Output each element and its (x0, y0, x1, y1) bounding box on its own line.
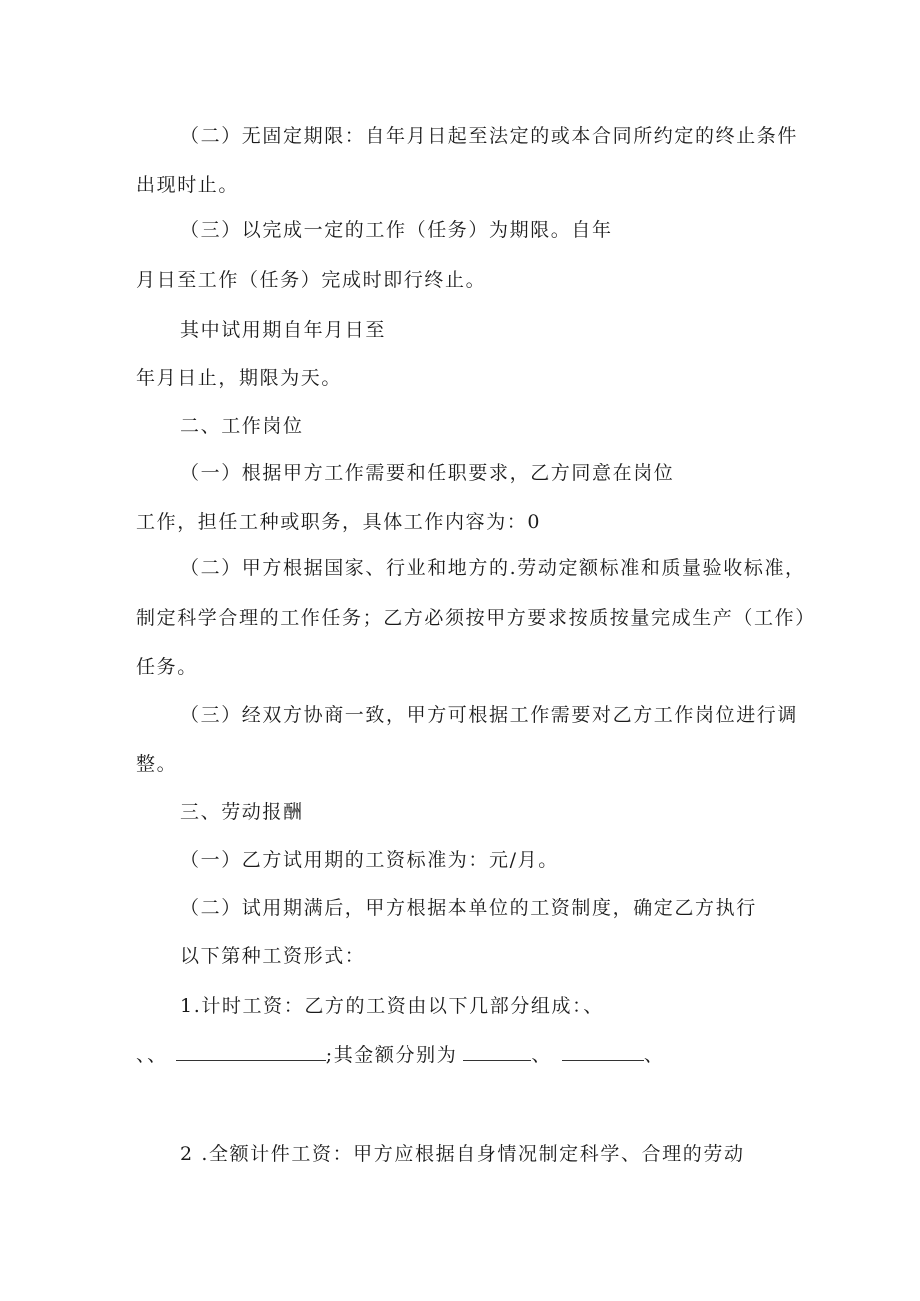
fill-in-separator: 、 (531, 1044, 552, 1066)
text-line: 出现时止。 (136, 174, 240, 196)
text-line: （一）根据甲方工作需要和任职要求，乙方同意在岗位 (180, 462, 675, 484)
text-line: 整。 (136, 753, 178, 775)
text-line: （二）无固定期限：自年月日起至法定的或本合同所约定的终止条件 (180, 125, 799, 147)
fill-in-suffix: 、 (643, 1044, 665, 1066)
text-line: （一）乙方试用期的工资标准为：元/月。 (180, 849, 559, 871)
blank-field[interactable] (176, 1042, 326, 1061)
text-line: 工作，担任工种或职务，具体工作内容为：0 (136, 511, 542, 533)
text-line: （二）甲方根据国家、行业和地方的.劳动定额标准和质量验收标准， (180, 557, 806, 579)
text-line: 其中试用期自年月日至 (180, 319, 387, 341)
text-line: （三）以完成一定的工作（任务）为期限。自年 (180, 219, 613, 241)
section-heading: 三、劳动报酬 (180, 801, 304, 823)
section-heading: 二、工作岗位 (180, 415, 304, 437)
fill-in-middle: ;其金额分别为 (325, 1044, 458, 1066)
blank-field[interactable] (562, 1042, 644, 1061)
text-line: （三）经双方协商一致，甲方可根据工作需要对乙方工作岗位进行调 (180, 704, 799, 726)
text-line: （二）试用期满后，甲方根据本单位的工资制度，确定乙方执行 (180, 897, 757, 919)
text-line: 1.计时工资：乙方的工资由以下几部分组成：、 (180, 995, 604, 1017)
fill-in-line (136, 1042, 665, 1067)
blank-field[interactable] (463, 1042, 531, 1061)
text-line: 2 .全额计件工资：甲方应根据自身情况制定科学、合理的劳动 (180, 1143, 745, 1165)
fill-in-prefix: 、、 (136, 1044, 168, 1066)
text-line: 任务。 (136, 656, 198, 678)
text-line: 月日至工作（任务）完成时即行终止。 (136, 269, 487, 291)
text-line: 以下第种工资形式： (180, 945, 366, 967)
text-line: 制定科学合理的工作任务；乙方必须按甲方要求按质按量完成生产（工作） (136, 607, 816, 629)
text-line: 年月日止，期限为天。 (136, 367, 343, 389)
